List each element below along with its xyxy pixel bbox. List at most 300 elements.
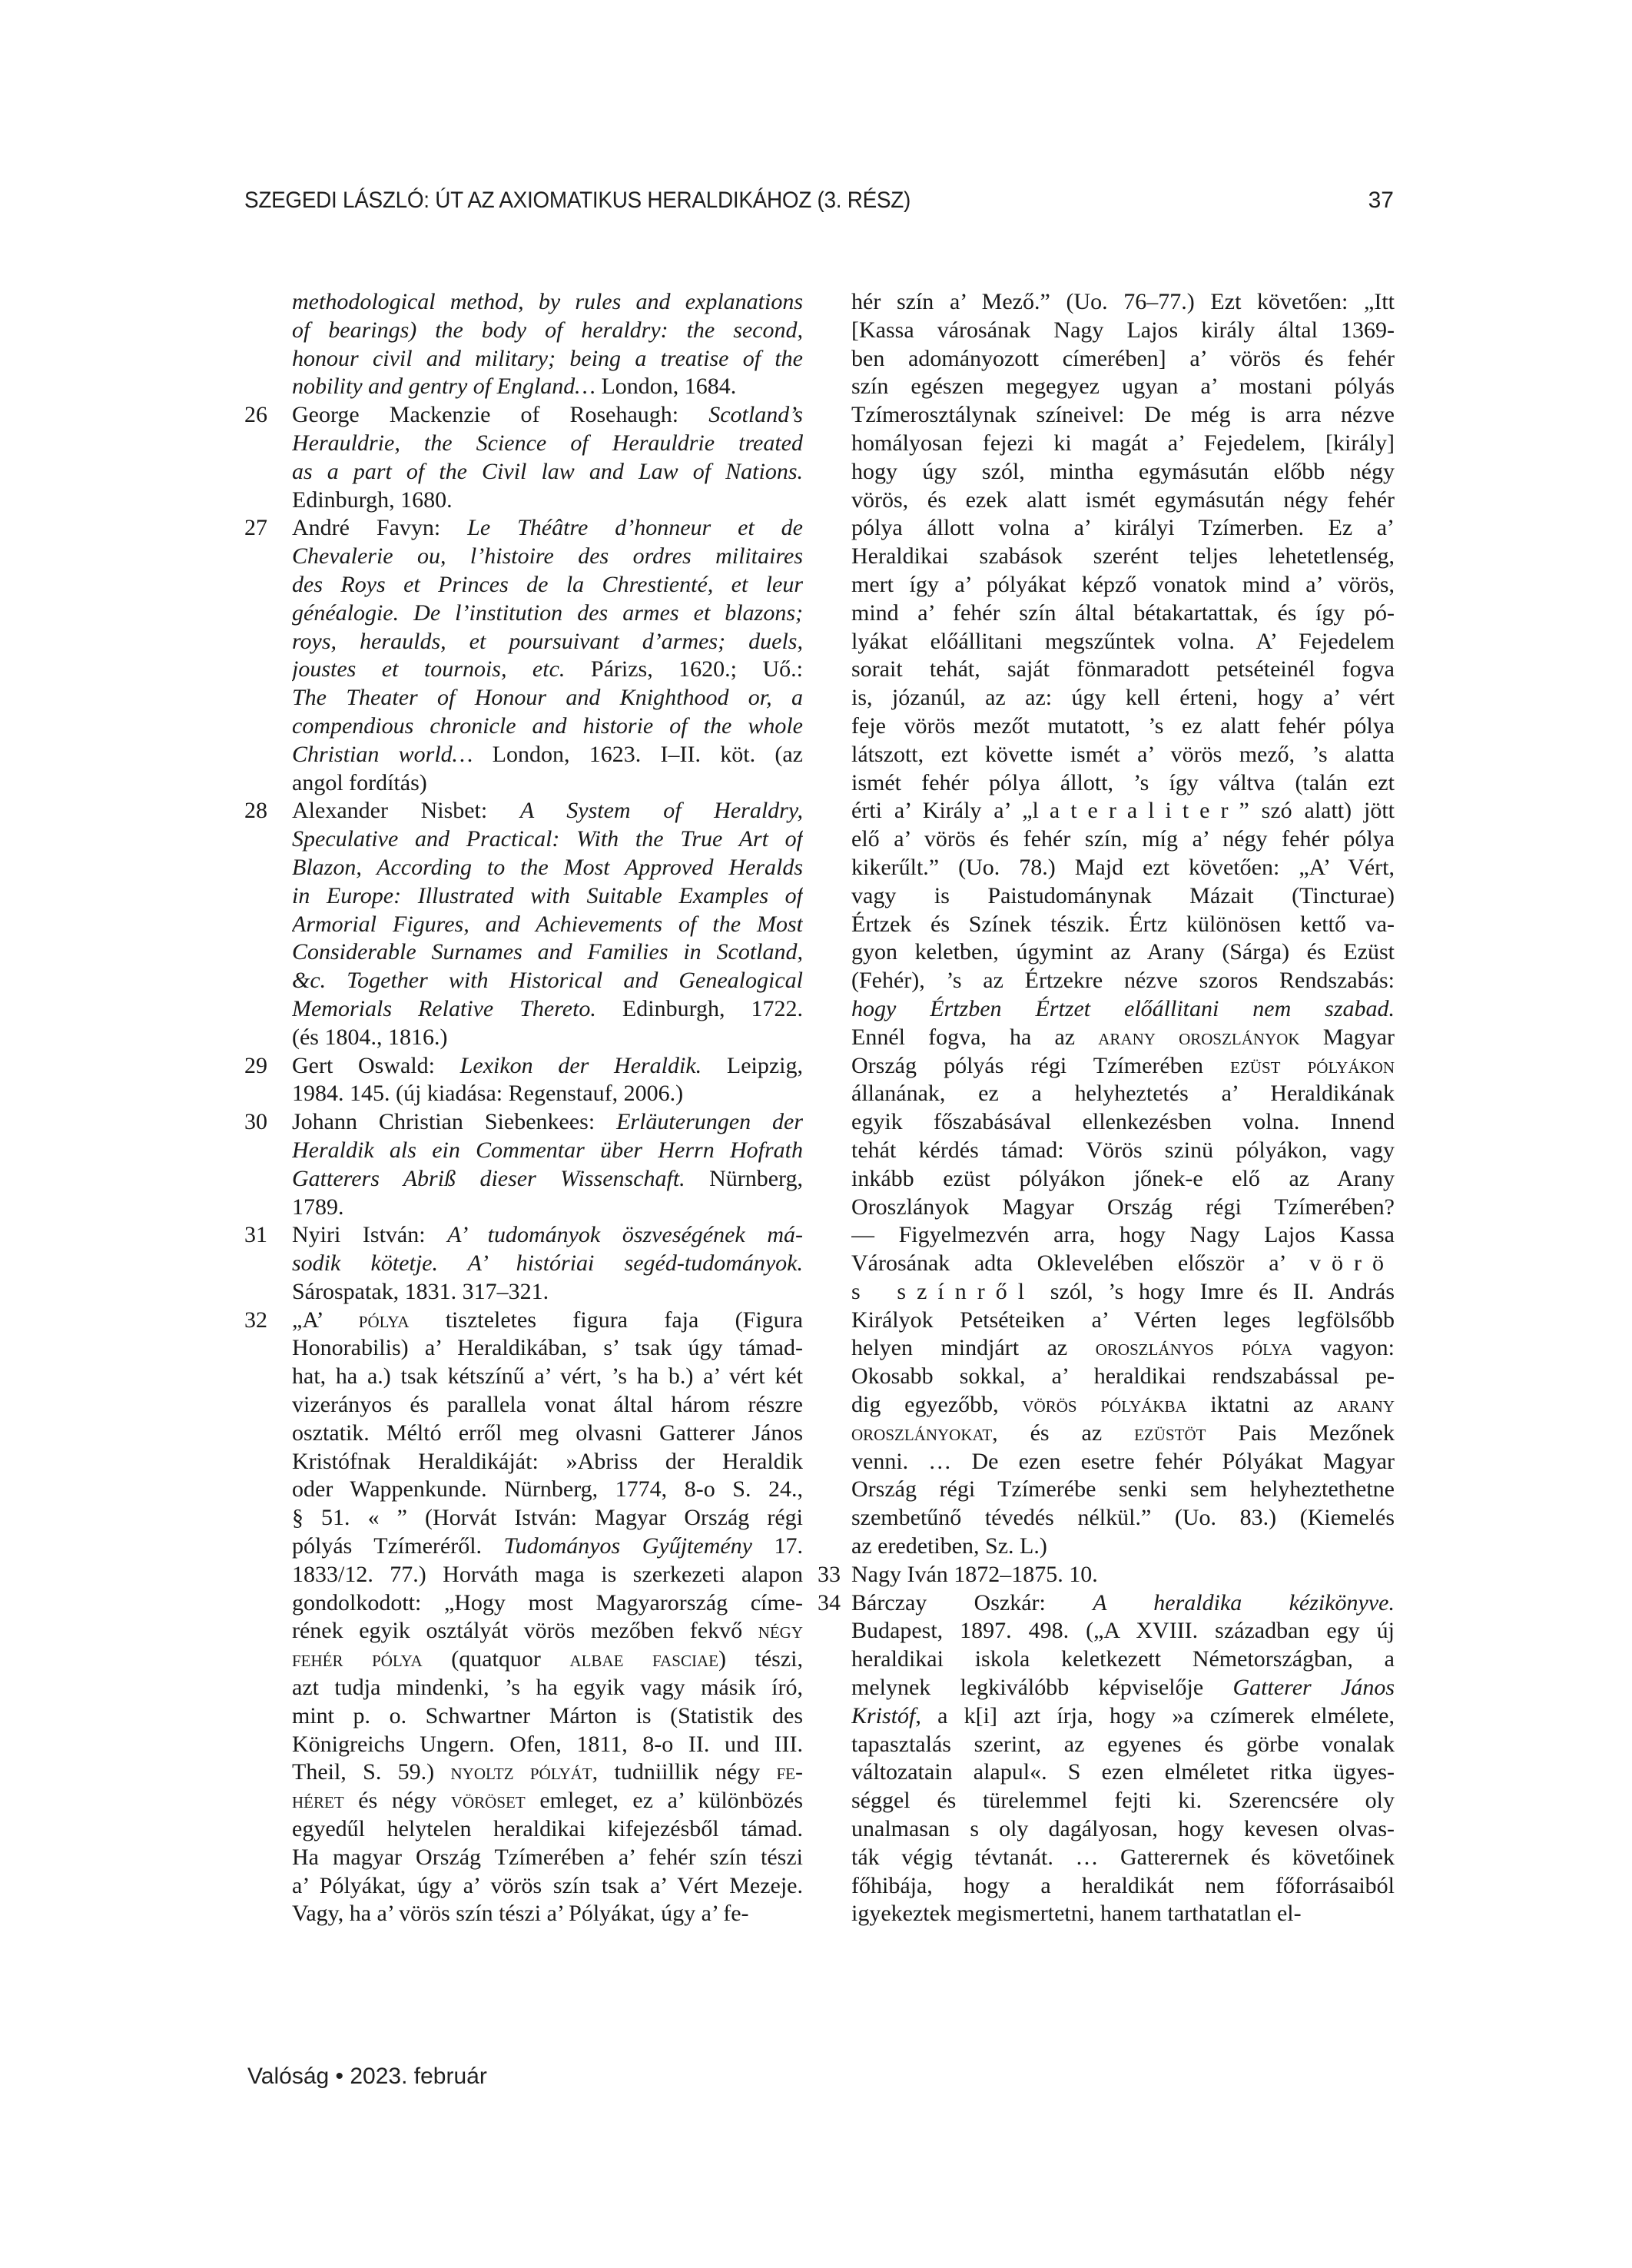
text-line	[851, 628, 1395, 656]
text-line	[292, 1900, 803, 1928]
text-line	[292, 288, 803, 317]
footnote-number: 30	[244, 1109, 267, 1135]
text: homályosan fejezi ki magát a’ Fejedelem, [király]	[851, 430, 1395, 456]
text-line	[292, 1561, 803, 1589]
text-line	[292, 1617, 803, 1645]
italic-text: Erläuterungen der	[616, 1109, 803, 1135]
small-caps-text: oroszlányos pólya	[1095, 1335, 1292, 1361]
text: Ha magyar Ország Tzímerében a’ fehér szín tészi	[292, 1844, 803, 1870]
italic-text: Gatterer János	[1232, 1675, 1395, 1701]
text: azt tudja mindenki, ’s ha egyik vagy másik író,	[292, 1675, 803, 1701]
text-line	[851, 1363, 1395, 1391]
text: Theil, S. 59.)	[292, 1759, 451, 1785]
text-line	[292, 1731, 803, 1759]
text-line	[292, 1165, 803, 1194]
italic-text: honour civil and military; being a treatise of the	[292, 345, 803, 371]
text: mind a’ fehér szín által bétakartattak, és így pó-	[851, 599, 1395, 626]
running-title: SZEGEDI LÁSZLÓ: ÚT AZ AXIOMATIKUS HERALDIKÁHOZ (3. RÉSZ)	[244, 188, 911, 213]
small-caps-text: vöröset	[450, 1788, 526, 1814]
text: látszott, ezt követte ismét a’ vörös mező, ’s alatta	[851, 741, 1395, 767]
text-line	[851, 1815, 1395, 1844]
text: egyik főszabásával ellenkezésben volna. Innend	[851, 1109, 1395, 1135]
text: Nürnberg,	[685, 1165, 803, 1191]
text-line	[851, 288, 1395, 317]
text: helyen mindjárt az	[851, 1335, 1096, 1361]
text: Királyok Petséteiken a’ Vérten leges legfölsőbb	[851, 1307, 1395, 1333]
text: Nyiri István:	[292, 1222, 448, 1248]
text-line	[292, 599, 803, 628]
italic-text: des Roys et Princes de la Chrestienté, et leur	[292, 571, 803, 597]
text: Edinburgh, 1722.	[595, 995, 803, 1021]
text: George Mackenzie of Rosehaugh:	[292, 402, 709, 428]
text-line	[851, 712, 1395, 741]
footnote-29	[244, 1052, 804, 1109]
text-line	[851, 1221, 1395, 1250]
text-line	[851, 1420, 1395, 1448]
text-line	[292, 571, 803, 599]
text: érti a’ Király a’ „	[851, 798, 1033, 824]
text-line	[292, 317, 803, 345]
footnote-28	[244, 797, 804, 1051]
small-caps-text: ezüstöt	[1134, 1420, 1206, 1446]
text: vörös, és ezek alatt ismét egymásután négy fehér	[851, 486, 1395, 513]
text: Alexander Nisbet:	[292, 798, 520, 824]
text: Városának adta Oklevelében először a’	[851, 1250, 1309, 1277]
text: gyon keletben, úgymint az Arany (Sárga) és Ezüst	[851, 939, 1395, 965]
text-line	[292, 1815, 803, 1844]
text: , és az	[992, 1420, 1135, 1446]
text: (Fehér), ’s az Értzekre nézve szoros Rendszabás:	[851, 968, 1395, 994]
text: hat, ha a.) tsak kétszínű a’ vért, ’s ha b.) a’ vért két	[292, 1363, 803, 1390]
text-line	[851, 1758, 1395, 1787]
footnote-number: 29	[244, 1052, 267, 1078]
text: egyedűl helytelen heraldikai kifejezésből támad.	[292, 1816, 803, 1842]
italic-text: roys, heraulds, et poursuivant d’armes; duels,	[292, 628, 803, 654]
italic-text: généalogie. De l’institution des armes et blazons;	[292, 599, 803, 626]
small-caps-text: ezüst pólyákon	[1230, 1052, 1395, 1078]
text: Budapest, 1897. 498. („A XVIII. században egy új	[851, 1618, 1395, 1644]
text: melynek legkiválóbb képviselője	[851, 1675, 1233, 1701]
text: angol fordítás)	[292, 769, 427, 795]
footnote-number: 26	[244, 402, 267, 428]
footnotes-left-column	[244, 288, 804, 1928]
text-line	[292, 684, 803, 712]
text-line	[292, 797, 803, 825]
text: változatain alapul«. S ezen elméletet ritka ügyes-	[851, 1759, 1395, 1785]
text: Pais Mezőnek	[1206, 1420, 1395, 1446]
text: § 51. « ” (Horvát István: Magyar Ország régi	[292, 1505, 803, 1531]
spaced-text: lateraliter	[1032, 798, 1239, 824]
italic-text: methodological method, by rules and explanations	[292, 289, 803, 314]
italic-text: joustes et tournois, etc.	[292, 656, 566, 682]
text-line	[851, 741, 1395, 769]
text: az eredetiben, Sz. L.)	[851, 1533, 1047, 1559]
text-line	[851, 1080, 1395, 1108]
text-line	[851, 1165, 1395, 1194]
text-line	[851, 1391, 1395, 1420]
text-line	[851, 1250, 1395, 1278]
text: heraldikai iskola keletkezett Németországban, a	[851, 1646, 1395, 1672]
small-caps-text: oroszlányokat	[851, 1420, 993, 1446]
small-caps-text: négy	[758, 1618, 803, 1644]
text-line	[851, 825, 1395, 854]
italic-text: Heraldik als ein Commentar über Herrn Hofrath	[292, 1137, 803, 1163]
text-line	[851, 1617, 1395, 1645]
text-line	[851, 1278, 1395, 1307]
footnote-27	[244, 514, 804, 797]
text-line	[292, 430, 803, 458]
text: osztatik. Méltó erről meg olvasni Gatterer János	[292, 1420, 803, 1446]
italic-text: Speculative and Practical: With the True Art of	[292, 826, 803, 852]
text: vagyon:	[1292, 1335, 1395, 1361]
text-line	[851, 401, 1395, 430]
text: rének egyik osztályát vörös mezőben fekvő	[292, 1618, 758, 1644]
text: Gert Oswald:	[292, 1052, 460, 1078]
text-line	[851, 1052, 1395, 1081]
text: séggel és türelemmel fejti ki. Szerencsére oly	[851, 1788, 1395, 1814]
small-caps-text: arany	[1337, 1392, 1395, 1418]
text-line	[851, 373, 1395, 401]
text: 1984. 145. (új kiadása: Regenstauf, 2006.)	[292, 1081, 684, 1107]
italic-text: Chevalerie ou, l’histoire des ordres militaires	[292, 543, 803, 569]
text: pólyás Tzímeréről.	[292, 1533, 504, 1559]
footnote-number: 27	[244, 515, 267, 541]
text: szín egészen megegyez ugyan a’ mostani pólyás	[851, 374, 1395, 400]
small-caps-text: vörös pólyákba	[1022, 1392, 1187, 1418]
text-line	[292, 1476, 803, 1504]
text-line	[292, 1278, 803, 1307]
text: Bárczay Oszkár:	[851, 1589, 1093, 1615]
italic-text: Memorials Relative Thereto.	[292, 995, 596, 1021]
text: tapasztalás szerint, az egyenes és görbe vonalak	[851, 1731, 1395, 1757]
text: , a k[i] azt írja, hogy »a czímerek elmélete,	[915, 1702, 1395, 1728]
text: Értzek és Színek tészik. Értz különösen kettő va-	[851, 911, 1395, 937]
text-line	[292, 854, 803, 882]
text-line	[851, 1504, 1395, 1532]
italic-text: in Europe: Illustrated with Suitable Examples of	[292, 882, 803, 908]
text-line	[851, 1024, 1395, 1052]
text: hogy úgy szól, mintha egymásután előbb négy	[851, 458, 1395, 484]
italic-text: Le Théâtre d’honneur et de	[467, 515, 803, 541]
text: Tzímerosztálynak színeivel: De még is arra nézve	[851, 402, 1395, 428]
text: — Figyelmezvén arra, hogy Nagy Lajos Kassa	[851, 1222, 1395, 1248]
text: dig egyezőbb,	[851, 1392, 1023, 1418]
text: sorait tehát, saját fönmaradott petséteinél fogva	[851, 656, 1395, 682]
footnote-31	[244, 1221, 804, 1306]
italic-text: Blazon, According to the Most Approved Heralds	[292, 854, 803, 880]
italic-text: Gatterers Abriß dieser Wissenschaft.	[292, 1165, 685, 1191]
text: Ország pólyás régi Tzímerében	[851, 1052, 1231, 1078]
footnote-number: 33	[818, 1561, 841, 1587]
small-caps-text: fehér pólya	[292, 1646, 423, 1672]
text-line	[851, 571, 1395, 599]
text: [Kassa városának Nagy Lajos király által 1369-	[851, 317, 1395, 343]
footnote-30	[244, 1108, 804, 1221]
text-line	[292, 825, 803, 854]
text: Párizs, 1620.; Uő.:	[565, 656, 803, 682]
text-line	[851, 1674, 1395, 1702]
small-caps-text: albae fasciae	[569, 1646, 718, 1672]
text-line	[851, 1194, 1395, 1222]
text-line	[851, 1561, 1395, 1589]
italic-text: nobility and gentry of England…	[292, 374, 595, 400]
italic-text: Christian world…	[292, 741, 473, 767]
text-line	[851, 1787, 1395, 1815]
text: 1833/12. 77.) Horváth maga is szerkezeti alapon	[292, 1561, 803, 1587]
text-line	[292, 882, 803, 911]
text-line	[851, 486, 1395, 515]
text: igyekeztek megismertetni, hanem tarthatatlan el-	[851, 1901, 1302, 1927]
text-line	[851, 769, 1395, 798]
text-line	[292, 712, 803, 741]
small-caps-text: fe-	[776, 1759, 803, 1785]
italic-text: &c. Together with Historical and Genealogical	[292, 968, 803, 994]
italic-text: The Theater of Honour and Knighthood or, a	[292, 685, 803, 711]
text: unalmasan s oly dagályosan, hogy kevesen olvas-	[851, 1816, 1395, 1842]
text-line	[851, 543, 1395, 571]
text-line	[292, 1137, 803, 1165]
text: Sárospatak, 1831. 317–321.	[292, 1278, 549, 1304]
italic-text: Herauldrie, the Science of Herauldrie treated	[292, 430, 803, 456]
text: hér szín a’ Mező.” (Uo. 76–77.) Ezt követően: „Itt	[851, 289, 1395, 314]
footnote-26	[244, 401, 804, 514]
text: vagy is Paistudománynak Mázait (Tincturae)	[851, 882, 1395, 908]
text-line	[292, 1363, 803, 1391]
text: André Favyn:	[292, 515, 468, 541]
text: szól, ’s hogy Imre és II. András	[1035, 1278, 1395, 1304]
text-line	[851, 1645, 1395, 1674]
footnote-number: 28	[244, 798, 267, 824]
text: Nagy Iván 1872–1875. 10.	[851, 1561, 1098, 1587]
text-line	[292, 995, 803, 1024]
text-line	[851, 1702, 1395, 1731]
italic-text: of bearings) the body of heraldry: the second,	[292, 317, 803, 343]
italic-text: Tudományos Gyűjtemény	[503, 1533, 752, 1559]
text: gondolkodott: „Hogy most Magyarország címe-	[292, 1589, 803, 1615]
text-line	[851, 1532, 1395, 1561]
text-line	[292, 1504, 803, 1532]
text: Oroszlányok Magyar Ország régi Tzímerében?	[851, 1194, 1395, 1220]
footnote-number: 31	[244, 1222, 267, 1248]
text-line	[851, 599, 1395, 628]
text: elő a’ vörös és fehér szín, míg a’ négy fehér pólya	[851, 826, 1395, 852]
text: , tudniillik négy	[592, 1759, 777, 1785]
text-line	[292, 401, 803, 430]
text-line	[292, 769, 803, 798]
text: ” szó alatt) jött	[1239, 798, 1395, 824]
text-line	[851, 911, 1395, 939]
text-line	[292, 1844, 803, 1872]
text-line	[292, 628, 803, 656]
footnote-33	[818, 1561, 1395, 1589]
text: pólya állott volna a’ királyi Tzímerben. Ez a’	[851, 515, 1395, 541]
text-line	[851, 1844, 1395, 1872]
text-line	[292, 1758, 803, 1787]
text: főhibája, hogy a heraldikát nem főforrásaiból	[851, 1872, 1395, 1898]
footnote-continuation	[818, 288, 1395, 1561]
text-line	[292, 543, 803, 571]
text-line	[292, 1080, 803, 1108]
text: vizerányos és parallela vonat által három részre	[292, 1392, 803, 1418]
text-line	[851, 430, 1395, 458]
text-line	[851, 1731, 1395, 1759]
text: Heraldikai szabások szerént teljes lehetetlenség,	[851, 543, 1395, 569]
text: (és 1804., 1816.)	[292, 1024, 448, 1050]
footnote-number: 34	[818, 1589, 841, 1615]
text-line	[851, 514, 1395, 543]
spaced-text: vörö	[1309, 1250, 1395, 1277]
text-line	[292, 1702, 803, 1731]
text-line	[851, 938, 1395, 967]
italic-text: sodik kötetje. A’ históriai segéd-tudományok.	[292, 1250, 803, 1277]
text-line	[851, 995, 1395, 1024]
text-line	[292, 458, 803, 486]
italic-text: A heraldika kézikönyve.	[1093, 1589, 1395, 1615]
text-line	[292, 1334, 803, 1363]
small-caps-text: nyoltz pólyát	[450, 1759, 592, 1785]
text: Magyar	[1299, 1024, 1395, 1050]
text-line	[851, 1900, 1395, 1928]
text-line	[292, 1052, 803, 1081]
text-line	[292, 1645, 803, 1674]
text-line	[292, 373, 803, 401]
footnote-32	[244, 1307, 804, 1929]
text: ben adományozott címerében] a’ vörös és fehér	[851, 345, 1395, 371]
text: ) tészi,	[718, 1646, 803, 1672]
text-line	[851, 1108, 1395, 1137]
text-line	[851, 458, 1395, 486]
footnote-number: 32	[244, 1307, 267, 1333]
text-line	[292, 741, 803, 769]
text: szembetűnő tévedés nélkül.” (Uo. 83.) (Kiemelés	[851, 1505, 1395, 1531]
text-line	[292, 1024, 803, 1052]
text: Vagy, ha a’ vörös szín tészi a’ Pólyákat, úgy a’ fe-	[292, 1901, 749, 1927]
text: ták végig tévtanát. … Gatterernek és követőinek	[851, 1844, 1395, 1870]
text: „A’	[292, 1307, 359, 1333]
text: Edinburgh, 1680.	[292, 486, 453, 513]
text-line	[851, 967, 1395, 995]
text: mert így a’ pólyákat képző vonatok mind a’ vörös,	[851, 571, 1395, 597]
text-line	[851, 684, 1395, 712]
text-line	[292, 1221, 803, 1250]
text-line	[851, 1334, 1395, 1363]
text: 1789.	[292, 1194, 344, 1220]
text: Okosabb sokkal, a’ heraldikai rendszabással pe-	[851, 1363, 1395, 1390]
text-line	[292, 1250, 803, 1278]
text-line	[292, 1532, 803, 1561]
italic-text: compendious chronicle and historie of the whole	[292, 712, 803, 739]
italic-text: A System of Heraldry,	[519, 798, 803, 824]
text: oder Wappenkunde. Nürnberg, 1774, 8-o S. 24.,	[292, 1476, 803, 1503]
text: 17.	[752, 1533, 803, 1559]
text: ismét fehér pólya állott, ’s így váltva (talán ezt	[851, 769, 1395, 795]
text: inkább ezüst pólyákon jőnek-e elő az Arany	[851, 1165, 1395, 1191]
italic-text: hogy Értzben Értzet előállitani nem szabad.	[851, 995, 1395, 1021]
text-line	[292, 938, 803, 967]
running-header	[244, 181, 1394, 220]
text-line	[292, 1872, 803, 1901]
text-line	[851, 1872, 1395, 1901]
text: Ennél fogva, ha az	[851, 1024, 1099, 1050]
text-line	[851, 317, 1395, 345]
text: London, 1623. I–II. köt. (az	[473, 741, 803, 767]
text: iktatni az	[1186, 1392, 1338, 1418]
text-line	[292, 1589, 803, 1618]
text-line	[851, 656, 1395, 684]
small-caps-text: héret	[292, 1788, 344, 1814]
text-line	[292, 1448, 803, 1476]
text-line	[292, 656, 803, 684]
text-line	[292, 486, 803, 515]
text-line	[851, 854, 1395, 882]
text: lyákat előállitani megszűntek volna. A’ Fejedelem	[851, 628, 1395, 654]
italic-text: Considerable Surnames and Families in Scotland,	[292, 939, 803, 965]
text: a’ Pólyákat, úgy a’ vörös szín tsak a’ Vért Mezeje.	[292, 1872, 803, 1898]
text-line	[292, 1194, 803, 1222]
text-line	[851, 1307, 1395, 1335]
text-line	[292, 514, 803, 543]
small-caps-text: arany oroszlányok	[1098, 1024, 1300, 1050]
text-line	[292, 1420, 803, 1448]
italic-text: Armorial Figures, and Achievements of the Most	[292, 911, 803, 937]
text-line	[292, 1674, 803, 1702]
text: tiszteletes figura faja (Figura	[409, 1307, 803, 1333]
text-line	[292, 1787, 803, 1815]
text: Königreichs Ungern. Ofen, 1811, 8-o II. und III.	[292, 1731, 803, 1757]
text: Honorabilis) a’ Heraldikában, s’ tsak úgy támad-	[292, 1335, 803, 1361]
text-line	[851, 797, 1395, 825]
text-line	[851, 882, 1395, 911]
text-line	[851, 1448, 1395, 1476]
text: is, józanúl, az az: úgy kell érteni, hogy a’ vért	[851, 685, 1395, 711]
spaced-text: s színről	[851, 1278, 1036, 1304]
text: Ország régi Tzímerébe senki sem helyheztethetne	[851, 1476, 1395, 1503]
text: emleget, ez a’ különbözés	[525, 1788, 803, 1814]
text: kikerűlt.” (Uo. 78.) Majd ezt követően: „A’ Vért,	[851, 854, 1395, 880]
text: tehát kérdés támad: Vörös szinü pólyákon, vagy	[851, 1137, 1395, 1163]
text: venni. … De ezen esetre fehér Pólyákat Magyar	[851, 1448, 1395, 1474]
text: állanának, ez a helyheztetés a’ Heraldikának	[851, 1081, 1395, 1107]
text: Johann Christian Siebenkees:	[292, 1109, 617, 1135]
footnote-continuation	[244, 288, 804, 401]
text-line	[292, 1391, 803, 1420]
text-line	[851, 1476, 1395, 1504]
text: London, 1684.	[595, 374, 737, 400]
text: feje vörös mezőt mutatott, ’s ez alatt fehér pólya	[851, 712, 1395, 739]
italic-text: Scotland’s	[708, 402, 803, 428]
text-line	[292, 1108, 803, 1137]
text: Leipzig,	[702, 1052, 803, 1078]
footnotes-right-column	[818, 288, 1395, 1928]
journal-footer: Valóság • 2023. február	[247, 2064, 487, 2089]
italic-text: Lexikon der Heraldik.	[459, 1052, 702, 1078]
italic-text: A’ tudományok öszveségének má-	[447, 1222, 803, 1248]
italic-text: as a part of the Civil law and Law of Nations.	[292, 458, 803, 484]
page-number: 37	[1368, 188, 1394, 213]
text: és négy	[343, 1788, 451, 1814]
footnote-34	[818, 1589, 1395, 1929]
text-line	[292, 911, 803, 939]
text-line	[292, 345, 803, 374]
text-line	[851, 1137, 1395, 1165]
text-line	[851, 345, 1395, 374]
italic-text: Kristóf	[851, 1702, 916, 1728]
text-line	[851, 1589, 1395, 1618]
text: mint p. o. Schwartner Márton is (Statistik des	[292, 1702, 803, 1728]
text-line	[292, 1307, 803, 1335]
text-line	[292, 967, 803, 995]
text: (quatquor	[422, 1646, 570, 1672]
